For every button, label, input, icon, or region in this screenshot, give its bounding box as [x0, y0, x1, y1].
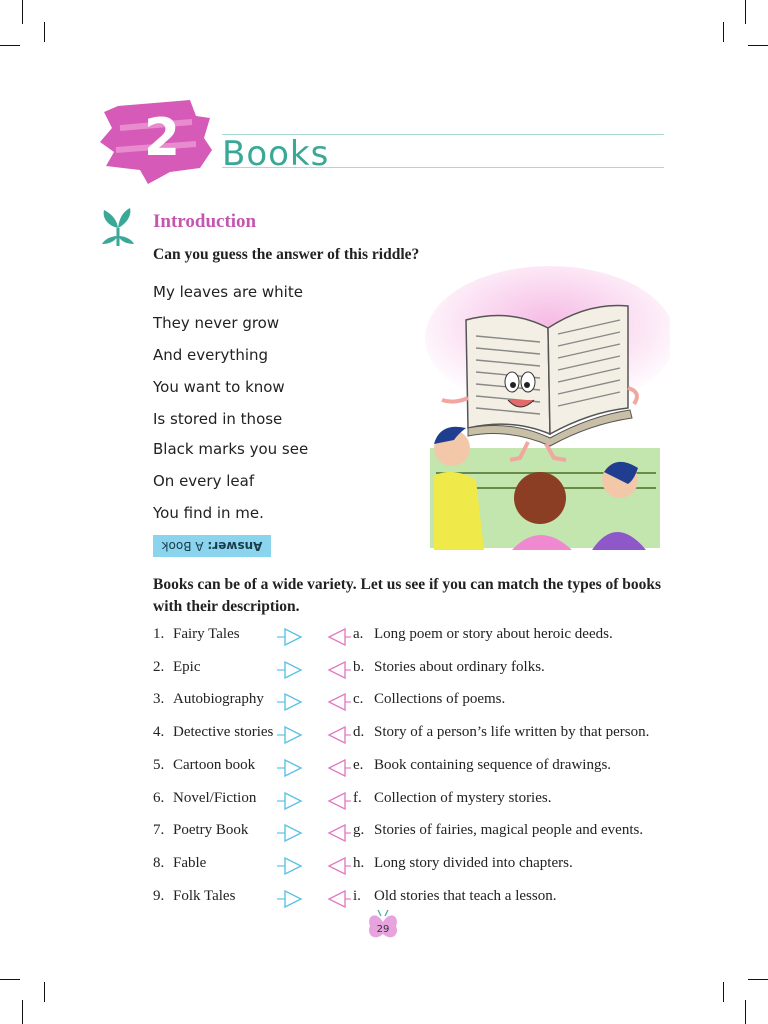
- description-letter: h.: [353, 854, 365, 871]
- riddle-answer-box: [153, 535, 271, 557]
- arrow-left-icon: [325, 823, 353, 843]
- chapter-title: Books: [222, 134, 330, 174]
- type-number: 9.: [153, 887, 165, 904]
- arrow-right-icon: [275, 627, 303, 647]
- crop-mark: [748, 45, 768, 46]
- matching-row: [153, 722, 673, 748]
- type-number: 4.: [153, 724, 165, 741]
- book-description: Stories of fairies, magical people and events.: [374, 822, 644, 839]
- matching-row: [153, 657, 673, 683]
- section-heading: Introduction: [153, 211, 257, 232]
- answer-label: Answer:: [207, 539, 263, 553]
- crop-mark: [723, 22, 724, 42]
- description-letter: c.: [353, 691, 364, 708]
- arrow-left-icon: [325, 856, 353, 876]
- crop-mark: [44, 982, 45, 1002]
- description-letter: f.: [353, 789, 362, 806]
- crop-mark: [723, 982, 724, 1002]
- crop-mark: [44, 22, 45, 42]
- book-type: Epic: [173, 658, 201, 675]
- page-number: 29: [376, 924, 390, 935]
- arrow-right-icon: [275, 758, 303, 778]
- matching-row: [153, 886, 673, 912]
- matching-row: [153, 788, 673, 814]
- arrow-right-icon: [275, 889, 303, 909]
- riddle-line: Is stored in those: [153, 410, 283, 428]
- matching-row: [153, 755, 673, 781]
- arrow-left-icon: [325, 889, 353, 909]
- crop-mark: [748, 979, 768, 980]
- arrow-left-icon: [325, 627, 353, 647]
- matching-instructions: Books can be of a wide variety. Let us see if you can match the types of books with their description.: [153, 576, 662, 615]
- book-type: Fable: [173, 854, 207, 871]
- riddle-line: My leaves are white: [153, 283, 303, 301]
- book-type: Detective stories: [173, 724, 274, 741]
- riddle-question: Can you guess the answer of this riddle?: [153, 246, 420, 263]
- book-illustration: [420, 258, 670, 550]
- book-type: Cartoon book: [173, 756, 256, 773]
- arrow-left-icon: [325, 758, 353, 778]
- book-type: Folk Tales: [173, 887, 236, 904]
- arrow-left-icon: [325, 660, 353, 680]
- riddle-line: On every leaf: [153, 472, 255, 490]
- description-letter: g.: [353, 822, 365, 839]
- answer-value: A Book: [161, 539, 204, 553]
- matching-row: [153, 853, 673, 879]
- book-description: Long story divided into chapters.: [374, 854, 573, 871]
- book-type: Fairy Tales: [173, 626, 240, 642]
- crop-mark: [745, 1000, 746, 1024]
- crop-mark: [745, 0, 746, 24]
- arrow-left-icon: [325, 725, 353, 745]
- arrow-right-icon: [275, 791, 303, 811]
- type-number: 8.: [153, 854, 165, 871]
- type-number: 2.: [153, 658, 165, 675]
- book-description: Collections of poems.: [374, 691, 506, 708]
- arrow-right-icon: [275, 660, 303, 680]
- matching-row: [153, 624, 673, 650]
- type-number: 3.: [153, 691, 165, 708]
- description-letter: b.: [353, 658, 365, 675]
- riddle-line: You want to know: [153, 378, 285, 396]
- arrow-right-icon: [275, 725, 303, 745]
- arrow-left-icon: [325, 692, 353, 712]
- type-number: 6.: [153, 789, 165, 806]
- arrow-right-icon: [275, 856, 303, 876]
- book-description: Story of a person’s life written by that person.: [374, 724, 650, 741]
- crop-mark: [0, 979, 20, 980]
- book-type: Novel/Fiction: [173, 789, 257, 806]
- leaf-sprout-icon: [100, 206, 136, 246]
- description-letter: i.: [353, 887, 361, 904]
- crop-mark: [22, 0, 23, 24]
- description-letter: a.: [353, 626, 364, 642]
- riddle-line: Black marks you see: [153, 440, 309, 458]
- riddle-line: They never grow: [153, 314, 280, 332]
- book-description: Long poem or story about heroic deeds.: [374, 626, 613, 642]
- matching-row: [153, 820, 673, 846]
- type-number: 1.: [153, 626, 165, 642]
- matching-row: [153, 689, 673, 715]
- arrow-right-icon: [275, 692, 303, 712]
- book-type: Autobiography: [173, 691, 264, 708]
- book-description: Stories about ordinary folks.: [374, 658, 545, 675]
- type-number: 5.: [153, 756, 165, 773]
- description-letter: e.: [353, 756, 364, 773]
- arrow-left-icon: [325, 791, 353, 811]
- book-type: Poetry Book: [173, 822, 249, 839]
- riddle-line: And everything: [153, 346, 269, 364]
- arrow-right-icon: [275, 823, 303, 843]
- crop-mark: [22, 1000, 23, 1024]
- riddle-line: You find in me.: [153, 504, 264, 522]
- crop-mark: [0, 45, 20, 46]
- book-description: Collection of mystery stories.: [374, 789, 552, 806]
- book-description: Old stories that teach a lesson.: [374, 887, 557, 904]
- chapter-number: 2: [143, 108, 181, 168]
- description-letter: d.: [353, 724, 365, 741]
- book-description: Book containing sequence of drawings.: [374, 756, 612, 773]
- type-number: 7.: [153, 822, 165, 839]
